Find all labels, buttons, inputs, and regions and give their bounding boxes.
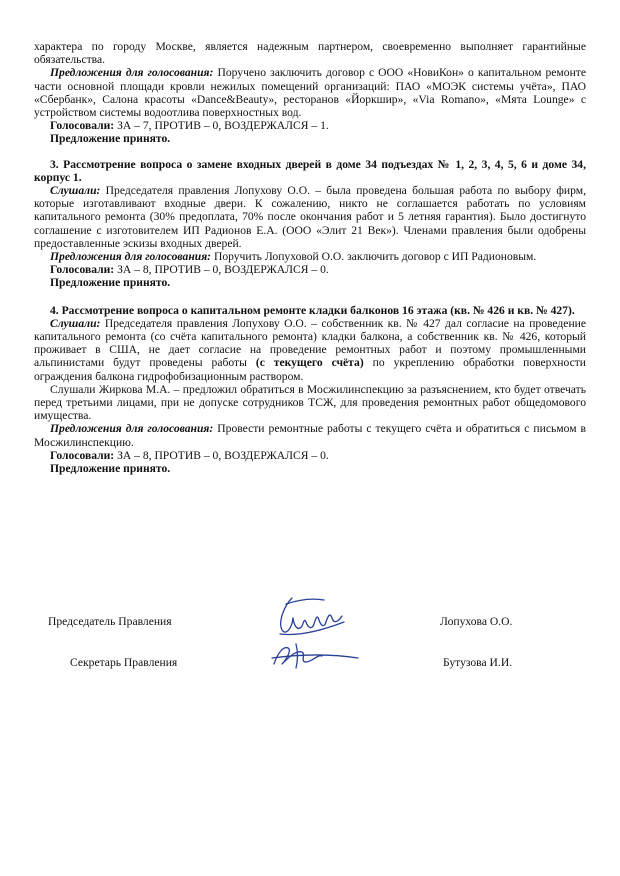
section4-heard2: Слушали Жиркова М.А. – предложил обратиться в Мосжилинспекцию за разъяснением, кто будет отвечать перед третьими лицами, при не допуске сотрудников ТСЖ, для проведения ремонтных работ общедомового имущества.: [34, 382, 586, 423]
proposal-text: Поручено заключить договор с ООО «НовиКон» о капитальном ремонте части основной площади кровли нежилых помещений организаций: ПАО «МОЭК системы учёта», ПАО «Сбербанк», Салона красоты «Dance&Beauty», ресторанов «Йоркшир», «Via Romano», «Мята Lounge» с устройством системы водоотлива поверхностных вод.: [34, 66, 586, 120]
vote-text: ЗА – 8, ПРОТИВ – 0, ВОЗДЕРЖАЛСЯ – 0.: [114, 263, 329, 277]
section2-continuation: характера по городу Москве, является надежным партнером, своевременно выполняет гарантийные обязательства.: [34, 40, 586, 67]
handwritten-signatures: [262, 592, 372, 674]
heard-text-bold: (с текущего счёта): [255, 356, 364, 370]
proposal-label: Предложения для голосования:: [50, 422, 214, 436]
section4-vote: [34, 449, 586, 462]
section2-accepted: Предложение принято.: [50, 132, 171, 146]
proposal-text: Поручить Лопуховой О.О. заключить договор с ИП Радионовым.: [211, 250, 537, 264]
proposal-label: Предложения для голосования:: [50, 66, 214, 80]
heard-label: Слушали:: [50, 184, 101, 198]
document-body: [34, 40, 586, 475]
section3-title: 3. Рассмотрение вопроса о замене входных дверей в доме 34 подъездах № 1, 2, 3, 4, 5, 6 и доме 34, корпус 1.: [34, 157, 586, 184]
section4-title: 4. Рассмотрение вопроса о капитальном ремонте кладки балконов 16 этажа (кв. № 426 и кв. № 427).: [50, 303, 575, 317]
section2-proposal: [34, 66, 586, 119]
heard-text-part1: Председателя правления Лопухову О.О. – собственник кв. № 427 дал согласие на проведение капитального ремонта (со счёта капитального ремонта) кладки балкона, а собственник кв. № 426, который проживает в США, не дает согласие на проведение ремонтных работ и поэтому промышленными альпинистами будут проведены работы: [34, 316, 586, 370]
section2-vote: [34, 119, 586, 132]
chair-name: Лопухова О.О.: [440, 615, 513, 628]
section4-accepted: Предложение принято.: [50, 462, 171, 476]
vote-label: Голосовали:: [50, 263, 115, 277]
heard-label: Слушали:: [50, 316, 101, 330]
vote-label: Голосовали:: [50, 119, 115, 133]
secretary-role: Секретарь Правления: [70, 656, 178, 669]
proposal-text: Провести ремонтные работы с текущего счёта и обратиться с письмом в Мосжилинспекцию.: [34, 422, 587, 449]
section3-heard: [34, 184, 586, 250]
section3-proposal: [34, 250, 586, 263]
section3-accepted: Предложение принято.: [50, 276, 171, 290]
section4-proposal: [34, 422, 586, 448]
section3-vote: [34, 263, 586, 276]
chair-signature-flourish: [286, 599, 324, 604]
chair-role: Председатель Правления: [48, 615, 172, 628]
proposal-label: Предложения для голосования:: [50, 250, 212, 264]
vote-label: Голосовали:: [50, 448, 115, 462]
section4-heard: [34, 317, 586, 383]
vote-text: ЗА – 8, ПРОТИВ – 0, ВОЗДЕРЖАЛСЯ – 0.: [114, 448, 329, 462]
heard-text: Председателя правления Лопухову О.О. – была проведена большая работа по выбору фирм, которые изготавливают входные двери. К сожалению, никто не соглашается работать по условиям капитального ремонта (30% предоплата, 70% после окончания работ и 5 летняя гарантия). Было достигнуто соглашение с изготовителем ИП Радионов Е.А. (ООО «Элит 21 Век»). Членами правления были одобрены предоставленные эскизы входных дверей.: [34, 184, 586, 250]
heard-text-part2: по укреплению обработки поверхности ограждения балкона гидрофобизационным раствором.: [34, 356, 586, 383]
secretary-name: Бутузова И.И.: [443, 656, 513, 669]
vote-text: ЗА – 7, ПРОТИВ – 0, ВОЗДЕРЖАЛСЯ – 1.: [114, 119, 329, 133]
